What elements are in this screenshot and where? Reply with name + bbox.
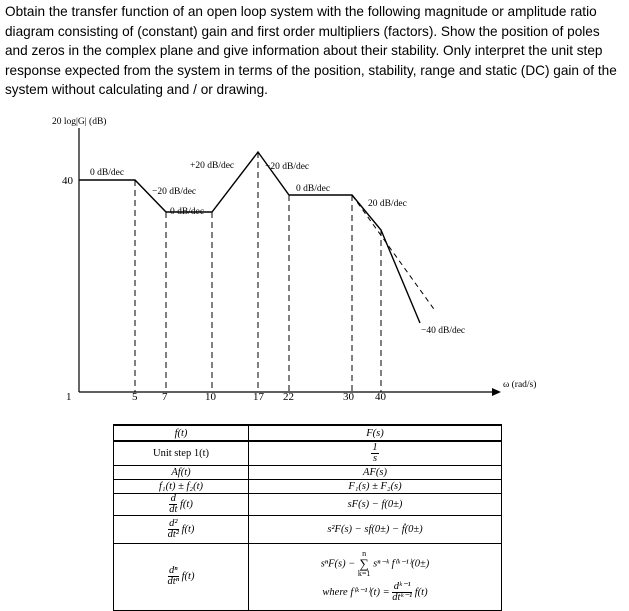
cell-F	[249, 543, 502, 611]
cell-f	[114, 543, 249, 611]
x-axis-arrow	[492, 388, 501, 396]
table-row	[114, 543, 502, 611]
cell-f: Unit step 1(t)	[114, 441, 249, 465]
fraction-denominator: dt²	[167, 528, 179, 540]
cell-F: s²F(s) − sf(0±) − ḟ(0±)	[249, 515, 502, 543]
y-tick-40: 40	[62, 175, 73, 187]
table-row	[114, 515, 502, 543]
cell-f-tail: f(t)	[181, 523, 195, 535]
cell-F: AF(s)	[249, 465, 502, 479]
segment-label-20db: 20 dB/dec	[368, 199, 407, 209]
cell-f	[114, 493, 249, 515]
dashed-asymptote	[352, 195, 436, 312]
segment-label-0db-3: 0 dB/dec	[296, 184, 331, 194]
fraction-denominator: s	[372, 452, 378, 464]
segment-label-0db-2: 0 dB/dec	[170, 207, 205, 217]
formula-where: where f⁽ᵏ⁻¹⁾(t) =	[322, 587, 390, 599]
cell-F: sF(s) − f(0±)	[249, 493, 502, 515]
formula-line-1	[251, 550, 499, 578]
sum-upper-limit: n	[362, 549, 367, 559]
cell-F	[249, 441, 502, 465]
header-f-t: f(t)	[114, 425, 249, 441]
x-tick-22: 22	[283, 391, 294, 403]
cell-F: F₁(s) ± F₂(s)	[249, 479, 502, 493]
fraction-numerator: d	[170, 492, 176, 504]
bode-magnitude-plot	[0, 110, 629, 422]
fraction-numerator: 1	[372, 441, 378, 453]
x-tick-17: 17	[253, 391, 264, 403]
segment-label-plus20: +20 dB/dec	[190, 161, 235, 171]
summation-icon: ∑	[359, 556, 369, 572]
x-tick-10: 10	[205, 391, 216, 403]
fraction-denominator: dt	[169, 503, 178, 515]
formula-tail: sⁿ⁻ᵏ f⁽ᵏ⁻¹⁾(0±)	[373, 558, 430, 570]
cell-f	[114, 515, 249, 543]
segment-label-minus40: −40 dB/dec	[421, 326, 466, 336]
fraction-denominator: dtⁿ	[167, 576, 180, 588]
x-tick-7: 7	[162, 391, 168, 403]
fraction-numerator: dᵏ⁻¹	[393, 581, 411, 593]
formula-line-2	[251, 582, 499, 603]
formula-tail-2: f(t)	[414, 587, 428, 599]
cell-f: f₁(t) ± f₂(t)	[114, 479, 249, 493]
table-row	[114, 441, 502, 465]
fraction-denominator: dtᵏ⁻¹	[392, 592, 413, 604]
question-text: Obtain the transfer function of an open loop system with the following magnitude or amplitude ratio diagram consisting of (constant) gain and first order multipliers (factors). Show the position of poles and zeros in the complex plane and give information about their stability. Only interpret the unit step response expected from the system in terms of the position, stability, range and static (DC) gain of the system without calculating and / or drawing.	[5, 4, 617, 97]
fraction-numerator: d²	[169, 517, 178, 529]
magnitude-curve	[79, 152, 420, 323]
table-row	[114, 493, 502, 515]
table-row	[114, 479, 502, 493]
cell-f: Af(t)	[114, 465, 249, 479]
formula-lead: sⁿF(s) −	[320, 558, 356, 570]
cell-f-tail: f(t)	[179, 498, 193, 510]
x-tick-40: 40	[375, 391, 386, 403]
sum-lower-limit: k=1	[357, 569, 371, 579]
table-row	[114, 465, 502, 479]
segment-label-minus20-2: −20 dB/dec	[265, 162, 310, 172]
x-axis-label: ω (rad/s)	[503, 380, 537, 390]
x-tick-5: 5	[132, 391, 138, 403]
laplace-table	[113, 424, 502, 611]
x-tick-1: 1	[66, 391, 72, 403]
segment-label-minus20: −20 dB/dec	[152, 187, 197, 197]
x-tick-30: 30	[343, 391, 354, 403]
segment-label-0db: 0 dB/dec	[90, 168, 125, 178]
fraction-numerator: dⁿ	[168, 565, 178, 577]
y-axis-label: 20 log|G| (dB)	[52, 117, 107, 127]
header-F-s: F(s)	[249, 425, 502, 441]
cell-f-tail: f(t)	[181, 571, 195, 583]
